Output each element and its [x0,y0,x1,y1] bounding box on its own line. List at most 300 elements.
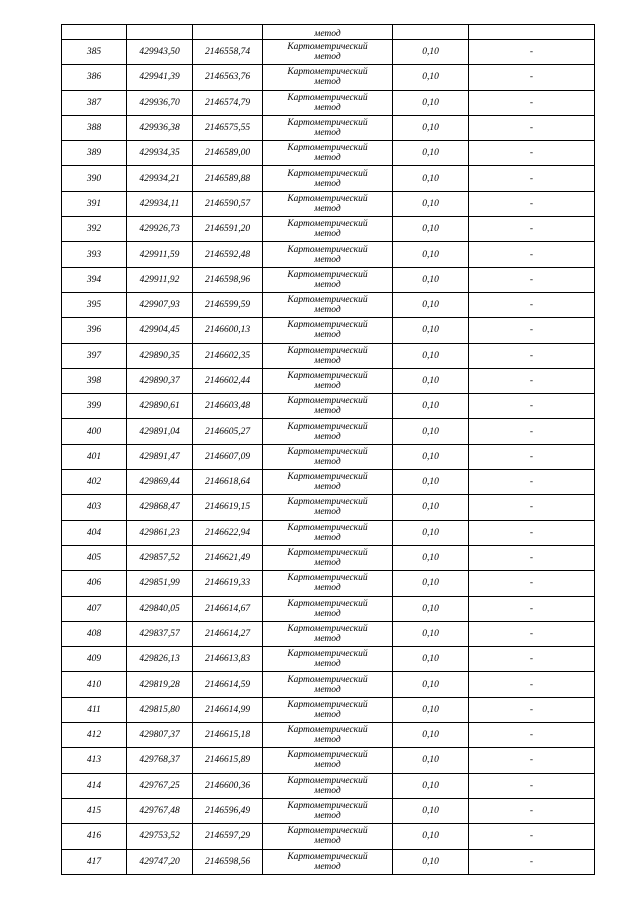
cell-note: - [469,292,595,317]
cell-note: - [469,495,595,520]
cell-method [263,217,393,242]
cell-accuracy: 0,10 [393,545,469,570]
cell-method [263,191,393,216]
cell-x: 429890,37 [127,368,193,393]
cell-number: 389 [62,141,127,166]
cell-note: - [469,166,595,191]
cell-method [263,773,393,798]
cell-number: 396 [62,318,127,343]
cell-method [263,849,393,874]
cell-x: 429840,05 [127,596,193,621]
method-line-1: Картометрический [287,623,368,634]
method-line-1: Картометрический [287,699,368,710]
method-line-1: Картометрический [287,92,368,103]
cell-accuracy: 0,10 [393,368,469,393]
method-line-2: метод [314,355,341,366]
table-row [62,495,595,520]
cell-note: - [469,242,595,267]
method-line-2: метод [314,456,341,467]
cell-number: 386 [62,65,127,90]
cell-method [263,318,393,343]
cell-number: 399 [62,394,127,419]
method-line-1: Картометрический [287,143,368,154]
cell-accuracy: 0,10 [393,824,469,849]
cell-y: 2146605,27 [193,419,263,444]
method-line-1: Картометрический [287,801,368,812]
table-row [62,571,595,596]
table-row [62,647,595,672]
cell-accuracy: 0,10 [393,495,469,520]
cell-number: 408 [62,621,127,646]
table-row [62,90,595,115]
cell-accuracy: 0,10 [393,394,469,419]
table-row [62,748,595,773]
cell-method [263,571,393,596]
method-line-2: метод [314,608,341,619]
cell-accuracy: 0,10 [393,318,469,343]
cell-note: - [469,343,595,368]
cell-method [263,444,393,469]
cell-y: 2146596,49 [193,798,263,823]
cell-number: 390 [62,166,127,191]
cell-x: 429767,48 [127,798,193,823]
cell-number [62,25,127,40]
cell-x: 429807,37 [127,723,193,748]
cell-method [263,824,393,849]
method-line-2: метод [314,507,341,518]
cell-method [263,621,393,646]
cell-y: 2146574,79 [193,90,263,115]
cell-note: - [469,723,595,748]
table-row [62,798,595,823]
table-row [62,545,595,570]
method-line-2: метод [314,735,341,746]
cell-accuracy: 0,10 [393,90,469,115]
cell-number: 417 [62,849,127,874]
cell-accuracy: 0,10 [393,621,469,646]
cell-note: - [469,191,595,216]
table-row [62,621,595,646]
cell-accuracy: 0,10 [393,65,469,90]
table-row [62,849,595,874]
method-line-1: Картометрический [287,421,368,432]
cell-number: 394 [62,267,127,292]
cell-accuracy: 0,10 [393,444,469,469]
cell-accuracy [393,25,469,40]
cell-method [263,495,393,520]
method-line-1: Картометрический [287,320,368,331]
method-line-2: метод [314,279,341,290]
cell-accuracy: 0,10 [393,798,469,823]
cell-note: - [469,545,595,570]
cell-accuracy: 0,10 [393,571,469,596]
cell-x: 429891,04 [127,419,193,444]
method-line-2: метод [314,229,341,240]
cell-y: 2146614,27 [193,621,263,646]
cell-y: 2146591,20 [193,217,263,242]
method-line-1: Картометрический [287,396,368,407]
cell-x: 429747,20 [127,849,193,874]
cell-accuracy: 0,10 [393,419,469,444]
cell-method [263,470,393,495]
cell-accuracy: 0,10 [393,647,469,672]
cell-method [263,647,393,672]
table-row [62,292,595,317]
cell-accuracy: 0,10 [393,723,469,748]
cell-x: 429767,25 [127,773,193,798]
method-line-1: Картометрический [287,522,368,533]
cell-note: - [469,849,595,874]
method-line-2: метод [314,254,341,265]
method-line-2: метод [314,659,341,670]
cell-method [263,242,393,267]
method-line-1: Картометрический [287,67,368,78]
cell-accuracy: 0,10 [393,520,469,545]
table-row [62,40,595,65]
method-line-2: метод [314,102,341,113]
cell-number: 391 [62,191,127,216]
cell-note: - [469,419,595,444]
cell-accuracy: 0,10 [393,115,469,140]
table-row [62,166,595,191]
cell-y [193,25,263,40]
cell-y: 2146590,57 [193,191,263,216]
table-row [62,596,595,621]
method-line-2: метод [314,406,341,417]
table-row [62,267,595,292]
method-line-2: метод [314,532,341,543]
cell-number: 395 [62,292,127,317]
table-row-partial [62,25,595,40]
cell-x: 429861,23 [127,520,193,545]
cell-y: 2146592,48 [193,242,263,267]
cell-x: 429826,13 [127,647,193,672]
cell-method [263,723,393,748]
cell-method [263,545,393,570]
cell-accuracy: 0,10 [393,191,469,216]
cell-method [263,419,393,444]
cell-note: - [469,444,595,469]
cell-x: 429936,38 [127,115,193,140]
method-line-2: метод [314,431,341,442]
method-line-1: Картометрический [287,472,368,483]
cell-method [263,115,393,140]
cell-x: 429943,50 [127,40,193,65]
method-line-1: Картометрический [287,598,368,609]
cell-y: 2146597,29 [193,824,263,849]
cell-y: 2146598,56 [193,849,263,874]
cell-x: 429890,35 [127,343,193,368]
cell-y: 2146618,64 [193,470,263,495]
cell-number: 387 [62,90,127,115]
cell-accuracy: 0,10 [393,242,469,267]
cell-x: 429911,59 [127,242,193,267]
table-row [62,242,595,267]
cell-y: 2146598,96 [193,267,263,292]
cell-x: 429926,73 [127,217,193,242]
method-line-1: Картометрический [287,168,368,179]
cell-accuracy: 0,10 [393,697,469,722]
method-line-1: Картометрический [287,42,368,53]
cell-method [263,697,393,722]
cell-method [263,748,393,773]
method-line-1: Картометрический [287,548,368,559]
cell-method [263,343,393,368]
method-line-2: метод [314,178,341,189]
method-line-1: Картометрический [287,193,368,204]
table-row [62,520,595,545]
cell-y: 2146622,94 [193,520,263,545]
method-line-2: метод [314,153,341,164]
cell-accuracy: 0,10 [393,267,469,292]
table-row [62,115,595,140]
table-row [62,419,595,444]
cell-y: 2146589,88 [193,166,263,191]
cell-note: - [469,40,595,65]
cell-number: 414 [62,773,127,798]
cell-number: 404 [62,520,127,545]
method-line-2: метод [314,684,341,695]
method-line-2: метод [314,811,341,822]
cell-number: 412 [62,723,127,748]
cell-y: 2146575,55 [193,115,263,140]
cell-accuracy: 0,10 [393,141,469,166]
method-line-2: метод [314,128,341,139]
cell-note: - [469,394,595,419]
method-line-1: Картометрический [287,775,368,786]
cell-note: - [469,141,595,166]
method-line-1: Картометрический [287,851,368,862]
cell-y: 2146615,18 [193,723,263,748]
cell-method [263,65,393,90]
cell-note: - [469,115,595,140]
cell-x: 429768,37 [127,748,193,773]
cell-accuracy: 0,10 [393,849,469,874]
cell-number: 385 [62,40,127,65]
cell-x: 429941,39 [127,65,193,90]
cell-x: 429837,57 [127,621,193,646]
method-line-1: Картометрический [287,295,368,306]
method-line-1: Картометрический [287,371,368,381]
table-row [62,318,595,343]
cell-note: - [469,621,595,646]
cell-x: 429904,45 [127,318,193,343]
cell-y: 2146600,36 [193,773,263,798]
cell-number: 401 [62,444,127,469]
cell-number: 393 [62,242,127,267]
cell-number: 415 [62,798,127,823]
table-row [62,191,595,216]
cell-y: 2146621,49 [193,545,263,570]
cell-y: 2146563,76 [193,65,263,90]
cell-x: 429934,35 [127,141,193,166]
cell-x: 429890,61 [127,394,193,419]
method-line-2: метод [314,836,341,847]
cell-y: 2146599,59 [193,292,263,317]
cell-number: 405 [62,545,127,570]
table-row [62,217,595,242]
cell-note: - [469,697,595,722]
cell-note: - [469,470,595,495]
cell-y: 2146607,09 [193,444,263,469]
method-line-2: метод [314,861,341,872]
cell-y: 2146613,83 [193,647,263,672]
cell-number: 416 [62,824,127,849]
cell-x: 429868,47 [127,495,193,520]
cell-note: - [469,217,595,242]
cell-method [263,166,393,191]
cell-y: 2146614,67 [193,596,263,621]
cell-accuracy: 0,10 [393,748,469,773]
cell-x: 429936,70 [127,90,193,115]
cell-x: 429819,28 [127,672,193,697]
cell-accuracy: 0,10 [393,292,469,317]
cell-y: 2146600,13 [193,318,263,343]
cell-method [263,394,393,419]
cell-y: 2146619,33 [193,571,263,596]
cell-number: 397 [62,343,127,368]
table-row [62,141,595,166]
cell-accuracy: 0,10 [393,773,469,798]
cell-method [263,141,393,166]
cell-number: 410 [62,672,127,697]
cell-accuracy: 0,10 [393,166,469,191]
cell-note: - [469,748,595,773]
cell-number: 406 [62,571,127,596]
method-line-2: метод [314,381,341,391]
cell-method [263,25,393,40]
method-line-2: метод [314,760,341,771]
method-line-2: метод [314,482,341,493]
cell-method [263,292,393,317]
method-line-2: метод [314,330,341,341]
cell-note: - [469,773,595,798]
cell-x: 429753,52 [127,824,193,849]
method-line-1: Картометрический [287,649,368,660]
cell-note: - [469,65,595,90]
method-line-2: метод [314,52,341,63]
cell-note: - [469,571,595,596]
method-line-2: метод [314,633,341,644]
cell-number: 388 [62,115,127,140]
cell-accuracy: 0,10 [393,596,469,621]
method-line-1: Картометрический [287,446,368,457]
table-row [62,773,595,798]
cell-note: - [469,90,595,115]
cell-number: 398 [62,368,127,393]
table-row [62,65,595,90]
method-line-1: Картометрический [287,244,368,255]
method-line-2: метод [314,203,341,214]
cell-accuracy: 0,10 [393,470,469,495]
cell-number: 402 [62,470,127,495]
method-line-1: Картометрический [287,725,368,736]
cell-x: 429934,21 [127,166,193,191]
cell-x: 429815,80 [127,697,193,722]
cell-y: 2146614,59 [193,672,263,697]
cell-method [263,40,393,65]
method-line-1: Картометрический [287,750,368,761]
cell-x: 429891,47 [127,444,193,469]
cell-accuracy: 0,10 [393,217,469,242]
cell-accuracy: 0,10 [393,40,469,65]
table-row [62,723,595,748]
cell-number: 403 [62,495,127,520]
method-line-2: метод [314,709,341,720]
cell-method [263,672,393,697]
cell-y: 2146603,48 [193,394,263,419]
method-line-1: Картометрический [287,826,368,837]
cell-x: 429907,93 [127,292,193,317]
cell-method [263,798,393,823]
cell-method [263,267,393,292]
table-row [62,824,595,849]
method-line-2: метод [314,29,341,39]
cell-number: 409 [62,647,127,672]
cell-y: 2146619,15 [193,495,263,520]
cell-note: - [469,798,595,823]
cell-x [127,25,193,40]
cell-note: - [469,520,595,545]
method-line-1: Картометрический [287,269,368,280]
cell-number: 411 [62,697,127,722]
table-row [62,444,595,469]
method-line-2: метод [314,583,341,594]
cell-number: 413 [62,748,127,773]
method-line-1: Картометрический [287,573,368,584]
cell-method [263,90,393,115]
table-row [62,672,595,697]
cell-note: - [469,596,595,621]
cell-x: 429911,92 [127,267,193,292]
method-line-2: метод [314,558,341,569]
cell-method [263,520,393,545]
method-line-1: Картометрический [287,497,368,508]
cell-y: 2146602,44 [193,368,263,393]
cell-note: - [469,368,595,393]
method-line-1: Картометрический [287,674,368,685]
cell-y: 2146558,74 [193,40,263,65]
cell-note: - [469,318,595,343]
cell-method [263,596,393,621]
method-line-2: метод [314,785,341,796]
method-line-2: метод [314,305,341,316]
cell-y: 2146615,89 [193,748,263,773]
cell-note: - [469,672,595,697]
cell-number: 407 [62,596,127,621]
cell-x: 429851,99 [127,571,193,596]
method-line-1: Картометрический [287,118,368,129]
table-row [62,343,595,368]
table-row [62,394,595,419]
table-row [62,368,595,393]
cell-y: 2146589,00 [193,141,263,166]
coordinates-table [61,24,595,875]
table-row [62,697,595,722]
cell-number: 400 [62,419,127,444]
table-row [62,470,595,495]
cell-note: - [469,267,595,292]
cell-accuracy: 0,10 [393,343,469,368]
method-line-2: метод [314,77,341,88]
cell-note: - [469,647,595,672]
cell-x: 429869,44 [127,470,193,495]
cell-x: 429857,52 [127,545,193,570]
cell-x: 429934,11 [127,191,193,216]
coordinates-table-body [62,25,595,875]
cell-note [469,25,595,40]
cell-method [263,368,393,393]
